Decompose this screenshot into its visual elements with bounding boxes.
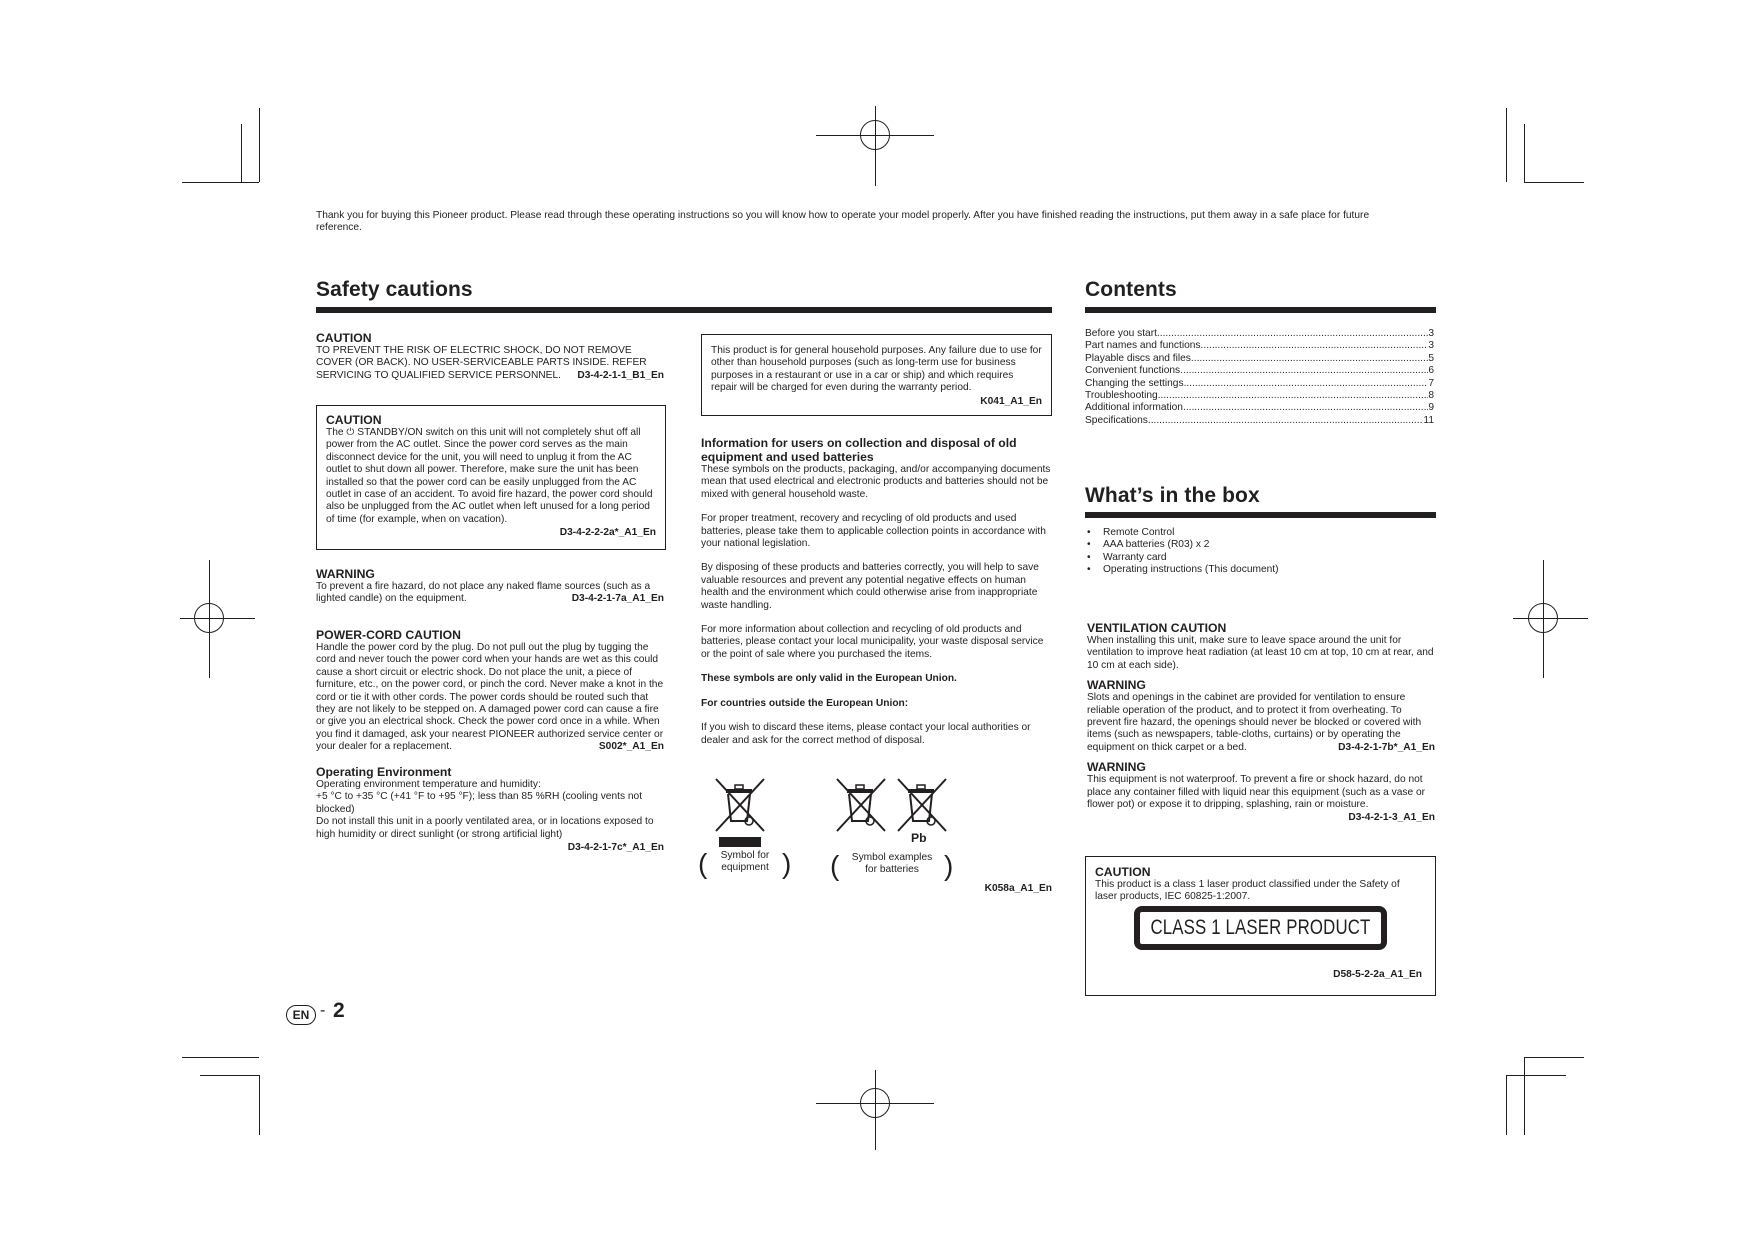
crossed-bin-icon bbox=[894, 777, 950, 835]
ventilation-heading: VENTILATION CAUTION bbox=[1087, 621, 1227, 635]
toc-item[interactable]: Playable discs and files ..... 5 bbox=[1085, 353, 1434, 365]
reference-code: D3-4-2-1-7b*_A1_En bbox=[1338, 741, 1435, 753]
environment-block bbox=[316, 765, 664, 854]
caution-box-standby bbox=[316, 405, 666, 550]
household-text: This product is for general household purposes. Any failure due to use for other than household purposes (such as long-term use for business purposes in a restaurant or use in a car or ship) and which requires repair will be charged for even during the warranty period. bbox=[711, 345, 1042, 394]
reference-code: S002*_A1_En bbox=[598, 741, 664, 753]
toc-item[interactable]: Convenient functions ..... 6 bbox=[1085, 365, 1434, 377]
caption-line-2: equipment bbox=[721, 862, 769, 874]
warning-text: To prevent a fire hazard, do not place any naked flame sources (such as a lighted candle) on the equipment. bbox=[316, 581, 651, 605]
reference-code: D3-4-2-1-3_A1_En bbox=[1348, 812, 1435, 824]
reference-code: D58-5-2-2a_A1_En bbox=[1333, 969, 1422, 980]
weee-battery-symbol-1 bbox=[833, 777, 889, 835]
disposal-p1: These symbols on the products, packaging, and/or accompanying documents mean that used electrical and electronic products and batteries should not be mixed with general household waste. bbox=[701, 464, 1051, 500]
section-rule bbox=[316, 307, 1052, 313]
warning-block-flame bbox=[316, 567, 664, 606]
pb-label: Pb bbox=[911, 831, 927, 845]
section-title-box: What’s in the box bbox=[1085, 484, 1260, 507]
ventilation-text: When installing this unit, make sure to leave space around the unit for ventilation to improve heat radiation (at least 10 cm at top, 10 cm at rear, and 10 cm at each side). bbox=[1087, 635, 1434, 671]
language-code: EN bbox=[292, 1008, 310, 1022]
environment-heading: Operating Environment bbox=[316, 765, 452, 779]
toc-item[interactable]: Before you start ..... 3 bbox=[1085, 328, 1434, 340]
eu-only-note: These symbols are only valid in the European Union. bbox=[701, 673, 957, 685]
paren-right: ) bbox=[782, 848, 792, 879]
symbol-batteries-caption bbox=[830, 852, 954, 884]
symbol-equipment-caption bbox=[698, 850, 792, 882]
warning-heading: WARNING bbox=[1087, 678, 1146, 693]
warning-heading: WARNING bbox=[1087, 760, 1146, 775]
caution-text: TO PREVENT THE RISK OF ELECTRIC SHOCK, DO NOT REMOVE COVER (OR BACK). NO USER-SERVICEABLE PARTS INSIDE. REFER SERVICING TO QUALIFIED SERVICE PERSONNEL. bbox=[316, 345, 647, 381]
warning-heading: WARNING bbox=[316, 567, 375, 581]
environment-line-3: Do not install this unit in a poorly ventilated area, or in locations exposed to high humidity or direct sunlight (or strong artificial light) bbox=[316, 816, 654, 840]
powercord-text: Handle the power cord by the plug. Do not pull out the plug by tugging the cord and never touch the power cord when your hands are wet as this could cause a short circuit or electric shock. Do not place the unit, a piece of furniture, etc., on the power cord, or pinch the cord. Never make a knot in the cord or tie it with other cords. The power cords should be routed such that they are not likely to be stepped on. A damaged power cord can cause a fire or give you an electrical shock. Check the power cord once in a while. When you find it damaged, ask your nearest PIONEER authorized service center or your dealer for a replacement. bbox=[316, 642, 664, 753]
environment-line-1: Operating environment temperature and humidity: bbox=[316, 779, 541, 790]
box-contents-list bbox=[1085, 527, 1434, 577]
list-item: • Operating instructions (This document) bbox=[1085, 564, 1434, 576]
crossed-bin-icon bbox=[712, 777, 768, 849]
section-title-safety: Safety cautions bbox=[316, 278, 473, 301]
toc-item[interactable]: Troubleshooting ..... 8 bbox=[1085, 390, 1434, 402]
toc-item[interactable]: Part names and functions ..... 3 bbox=[1085, 340, 1434, 352]
disposal-p2: For proper treatment, recovery and recycling of old products and used batteries, please take them to applicable collection points in accordance with your national legislation. bbox=[701, 513, 1046, 550]
weee-equipment-symbol bbox=[712, 777, 768, 849]
caption-line-1: Symbol examples bbox=[851, 852, 933, 863]
disposal-p5: If you wish to discard these items, please contact your local authorities or dealer and ask for the correct method of disposal. bbox=[701, 722, 1031, 746]
ventilation-block bbox=[1087, 621, 1435, 824]
paren-left: ( bbox=[830, 850, 840, 881]
caution-heading: CAUTION bbox=[1095, 865, 1151, 879]
page-separator: - bbox=[320, 1002, 326, 1019]
reference-code: K058a_A1_En bbox=[984, 883, 1052, 894]
warning-text: Slots and openings in the cabinet are provided for ventilation to ensure reliable operation of the product, and to protect it from overheating. To prevent fire hazard, the openings should never be blocked or covered with items (such as newspapers, table-cloths, curtains) or by operating the equipment on thick carpet or a bed. bbox=[1087, 692, 1422, 753]
disposal-p4: For more information about collection and recycling of old products and batteries, please contact your local municipality, your waste disposal service or the point of sale where you purchased the items. bbox=[701, 624, 1044, 660]
caption-line-1: Symbol for bbox=[720, 850, 770, 861]
weee-battery-symbol-2 bbox=[894, 777, 950, 835]
toc-item[interactable]: Changing the settings ..... 7 bbox=[1085, 378, 1434, 390]
household-box bbox=[701, 334, 1052, 416]
laser-text: This product is a class 1 laser product classified under the Safety of laser products, IEC 60825-1:2007. bbox=[1095, 879, 1400, 903]
toc-item[interactable]: Specifications ..... 11 bbox=[1085, 415, 1434, 427]
warning-text: This equipment is not waterproof. To prevent a fire or shock hazard, do not place any container filled with liquid near this equipment (such as a vase or flower pot) or expose it to dripping, splashing, rain or moisture. bbox=[1087, 774, 1426, 811]
paren-left: ( bbox=[698, 848, 708, 879]
reference-code: D3-4-2-1-7a_A1_En bbox=[571, 593, 664, 605]
reference-code: D3-4-2-1-1_B1_En bbox=[577, 369, 664, 381]
outside-eu-heading: For countries outside the European Union: bbox=[701, 697, 909, 709]
reference-code: D3-4-2-2-2a*_A1_En bbox=[559, 527, 656, 539]
caution-heading: CAUTION bbox=[326, 413, 382, 427]
toc-item[interactable]: Additional information ..... 9 bbox=[1085, 402, 1434, 414]
section-rule bbox=[1085, 307, 1436, 313]
list-item: • Remote Control bbox=[1085, 527, 1434, 539]
laser-caution-box bbox=[1085, 856, 1436, 996]
laser-label-plate bbox=[1134, 906, 1387, 950]
caution-block-1 bbox=[316, 331, 664, 382]
caption-line-2: for batteries bbox=[865, 864, 919, 876]
disposal-p3: By disposing of these products and batteries correctly, you will help to save valuable resources and prevent any potential negative effects on human health and the environment which could otherwise arise from inappropriate waste handling. bbox=[701, 562, 1039, 611]
environment-line-2: +5 °C to +35 °C (+41 °F to +95 °F); less than 85 %RH (cooling vents not blocked) bbox=[316, 791, 643, 815]
page-number: 2 bbox=[333, 999, 345, 1022]
section-title-contents: Contents bbox=[1085, 278, 1177, 301]
table-of-contents bbox=[1085, 328, 1434, 427]
powercord-heading: POWER-CORD CAUTION bbox=[316, 628, 461, 642]
laser-label: CLASS 1 LASER PRODUCT bbox=[1150, 916, 1371, 939]
reference-code: K041_A1_En bbox=[980, 395, 1042, 407]
powercord-block bbox=[316, 628, 664, 754]
language-badge bbox=[286, 1005, 316, 1025]
reference-code: D3-4-2-1-7c*_A1_En bbox=[567, 842, 664, 854]
crossed-bin-icon bbox=[833, 777, 889, 835]
paren-right: ) bbox=[944, 850, 954, 881]
caution-text: The ⏻ STANDBY/ON switch on this unit will not completely shut off all power from the AC outlet. Since the power cord serves as the main disconnect device for the unit, you will need to unplug it from the AC outlet to shut down all power. Therefore, make sure the unit has been installed so that the power cord can be easily unplugged from the AC outlet in case of an accident. To avoid fire hazard, the power cord should also be unplugged from the AC outlet when left unused for a long period of time (for example, when on vacation). bbox=[326, 427, 653, 525]
disposal-heading: Information for users on collection and disposal of old equipment and used batteries bbox=[701, 436, 1017, 464]
intro-text: Thank you for buying this Pioneer product. Please read through these operating instructions so you will know how to operate your model properly. After you have finished reading the instructions, put them away in a safe place for future reference. bbox=[316, 210, 1370, 234]
list-item: • AAA batteries (R03) x 2 bbox=[1085, 539, 1434, 551]
list-item: • Warranty card bbox=[1085, 552, 1434, 564]
section-rule bbox=[1085, 512, 1436, 518]
caution-heading: CAUTION bbox=[316, 331, 372, 345]
disposal-block bbox=[701, 436, 1053, 747]
